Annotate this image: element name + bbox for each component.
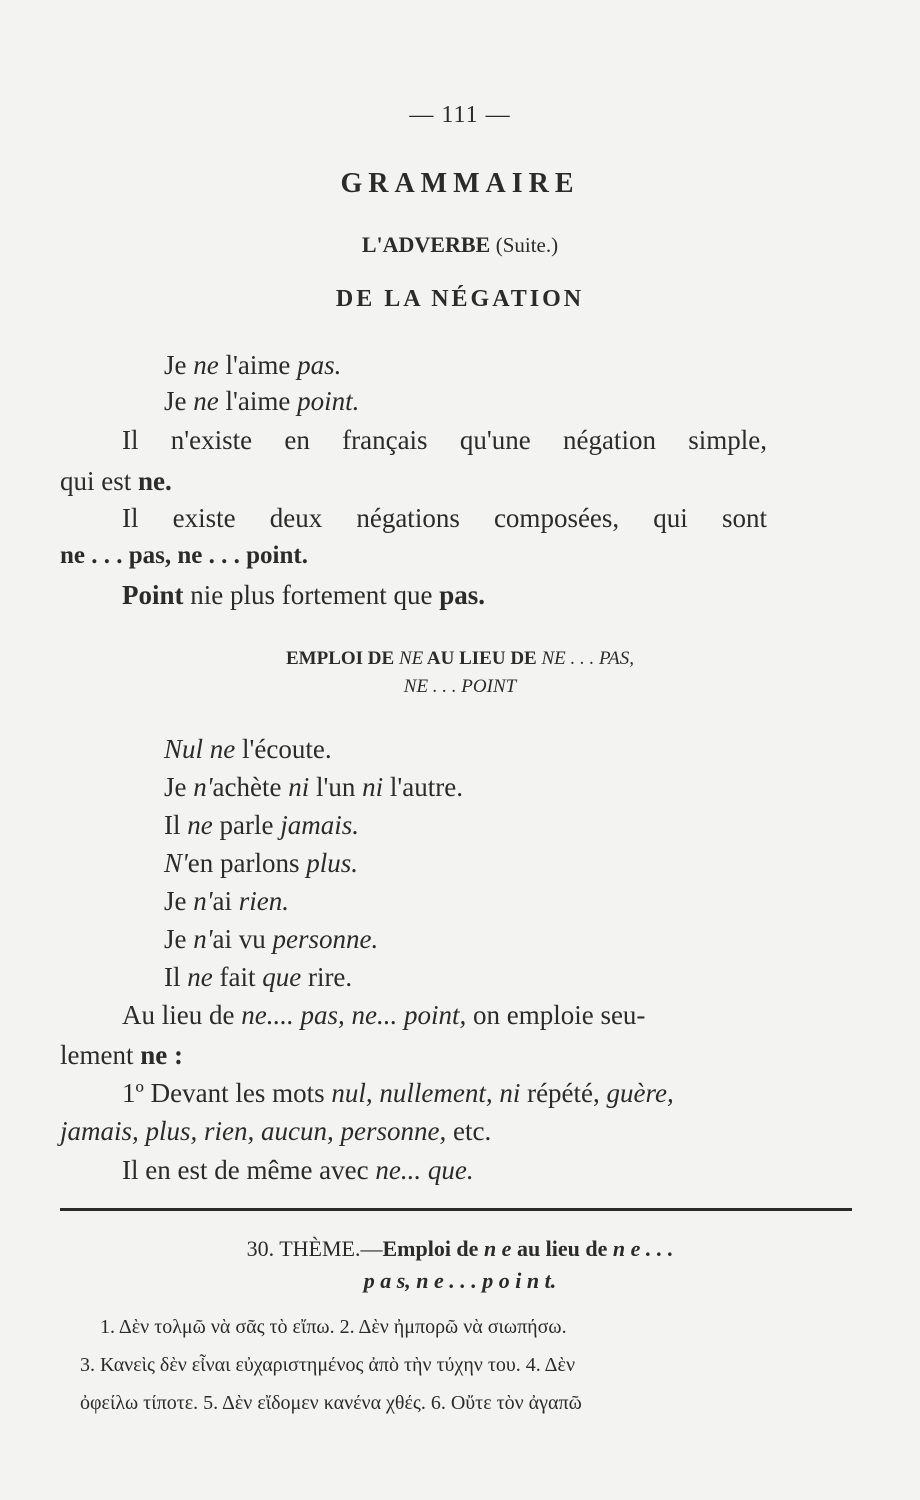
subheading-title: L'ADVERBE [361, 232, 491, 257]
exercise-line: 3. Κανεὶς δὲν εἶναι εὐχαριστημένος ἀπὸ τὴν τύχην του. 4. Δὲν [80, 1354, 575, 1376]
example-line: Il ne parle jamais. [164, 810, 359, 840]
page-heading: GRAMMAIRE [340, 168, 580, 199]
example-line: Je n'ai vu personne. [164, 924, 379, 954]
paragraph-line: Il en est de même avec ne... que. [122, 1155, 474, 1185]
subsection-heading: EMPLOI DE NE AU LIEU DE NE . . . PAS, [285, 648, 635, 669]
paragraph-line: Point nie plus fortement que pas. [122, 580, 485, 610]
example-line: Je ne l'aime point. [164, 386, 360, 416]
exercise-line: ὀφείλω τίποτε. 5. Δὲν εἴδομεν κανένα χθές. 6. Οὔτε τὸν ἀγαπῶ [80, 1392, 582, 1414]
paragraph-line: Au lieu de ne.... pas, ne... point, on emploie seu- [122, 1000, 646, 1030]
paragraph-line: qui est ne. [60, 466, 172, 496]
example-line: Nul ne l'écoute. [164, 734, 332, 764]
paragraph-line: ne . . . pas, ne . . . point. [60, 542, 308, 569]
divider [60, 1208, 852, 1211]
subheading [0, 232, 920, 258]
example-line: Il ne fait que rire. [164, 962, 353, 992]
paragraph-line: Il existe deux négations composées, qui sont [122, 503, 767, 533]
exercise-line: 1. Δὲν τολμῶ νὰ σᾶς τὸ εἴπω. 2. Δὲν ἠμπορῶ νὰ σιωπήσω. [100, 1316, 567, 1338]
example-line: Je ne l'aime pas. [164, 350, 342, 380]
paragraph-line: Il n'existe en français qu'une négation simple, [122, 425, 767, 455]
page-number: — 111 — [409, 102, 511, 128]
section-title: DE LA NÉGATION [335, 286, 585, 312]
exercise-heading-line2: p a s, n e . . . p o i n t. [363, 1268, 557, 1293]
example-line: N'en parlons plus. [164, 848, 359, 878]
paragraph-line: jamais, plus, rien, aucun, personne, etc. [60, 1116, 492, 1146]
paragraph-line: 1º Devant les mots nul, nullement, ni répété, guère, [122, 1078, 674, 1108]
subheading-note: (Suite.) [495, 233, 559, 257]
example-line: Je n'achète ni l'un ni l'autre. [164, 772, 463, 802]
paragraph-line: lement ne : [60, 1040, 183, 1070]
exercise-heading: 30. THÈME.—Emploi de n e au lieu de n e . . . [246, 1236, 674, 1261]
subsection-heading-line2: NE . . . POINT [403, 676, 517, 697]
example-line: Je n'ai rien. [164, 886, 290, 916]
